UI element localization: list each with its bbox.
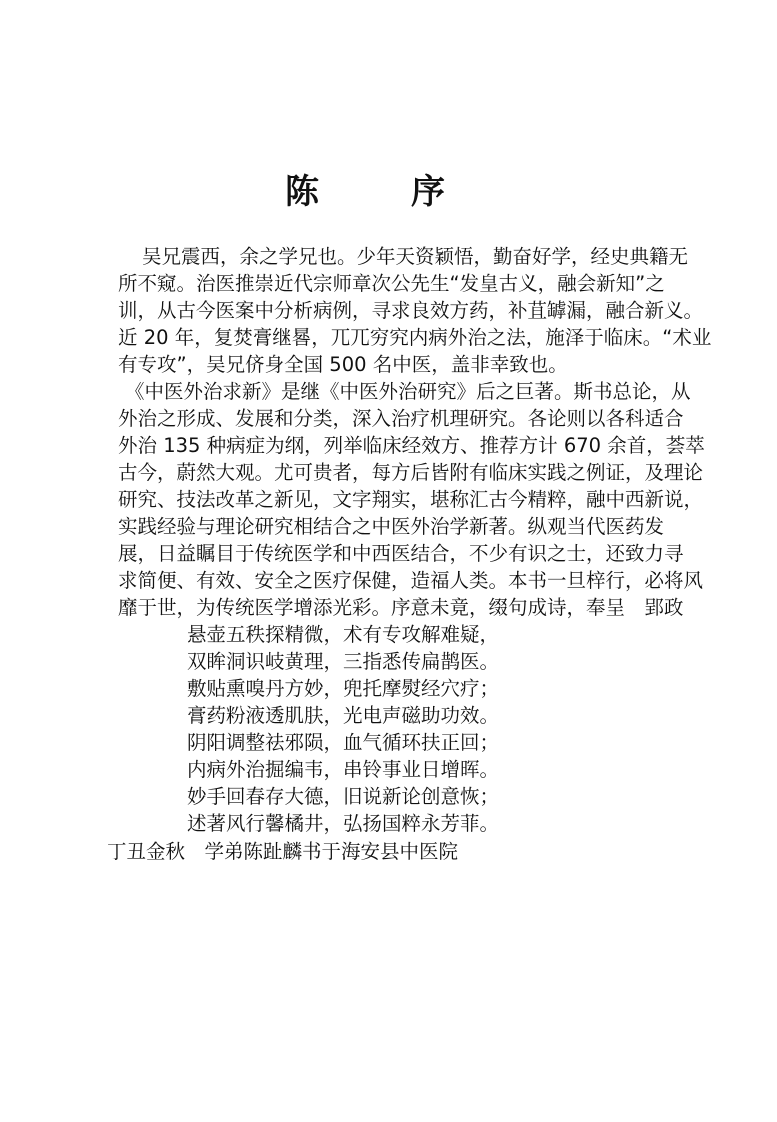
body-line: 外治 135 种病症为纲，列举临床经效方、推荐方计 670 余首，荟萃 — [118, 434, 705, 457]
body-line: 展，日益瞩目于传统医学和中西医结合，不少有识之士，还致力寻 — [118, 542, 684, 565]
body-line: 吴兄震西，余之学兄也。少年天资颖悟，勤奋好学，经史典籍无 — [142, 245, 689, 268]
body-line: 研究、技法改革之新见，文字翔实，堪称汇古今精粹，融中西新说， — [118, 488, 704, 511]
body-line: 古今，蔚然大观。尤可贵者，每方后皆附有临床实践之例证，及理论 — [118, 461, 704, 484]
page-title — [285, 164, 445, 213]
title-char-1: 陈 — [285, 172, 319, 212]
poem-line: 敷贴熏嗅丹方妙，兜托摩熨经穴疗； — [187, 677, 500, 700]
signature: 丁丑金秋 学弟陈趾麟书于海安县中医院 — [107, 840, 459, 863]
poem-line: 膏药粉液透肌肤，光电声磁助功效。 — [187, 704, 500, 727]
body-line: 实践经验与理论研究相结合之中医外治学新著。纵观当代医药发 — [118, 515, 665, 538]
body-line: 近 20 年，复焚膏继晷，兀兀穷究内病外治之法，施泽于临床。“术业 — [118, 326, 712, 349]
body-line: 训，从古今医案中分析病例，寻求良效方药，补苴罅漏，融合新义。 — [118, 299, 704, 322]
poem-line: 双眸洞识岐黄理，三指悉传扁鹊医。 — [187, 650, 500, 673]
body-line: 靡于世，为传统医学增添光彩。序意未竟，缀句成诗，奉呈 郢政 — [118, 596, 684, 619]
body-line: 外治之形成、发展和分类，深入治疗机理研究。各论则以各科适合 — [118, 407, 684, 430]
title-char-2: 序 — [411, 172, 445, 212]
poem-line: 悬壶五秩探精微，术有专攻解难疑， — [187, 623, 500, 646]
poem-line: 阴阳调整祛邪陨，血气循环扶正回； — [187, 731, 500, 754]
body-line: 《中医外治求新》是继《中医外治研究》后之巨著。斯书总论，从 — [125, 380, 691, 403]
poem-line: 内病外治掘编韦，串铃事业日增晖。 — [187, 758, 500, 781]
poem-line: 述著风行馨橘井，弘扬国粹永芳菲。 — [187, 812, 500, 835]
poem-line: 妙手回春存大德，旧说新论创意恢； — [187, 785, 500, 808]
body-line: 有专攻”，吴兄侪身全国 500 名中医，盖非幸致也。 — [118, 353, 568, 376]
body-line: 求简便、有效、安全之医疗保健，造福人类。本书一旦梓行，必将风 — [118, 569, 704, 592]
body-line: 所不窥。治医推崇近代宗师章次公先生“发皇古义，融会新知”之 — [118, 272, 665, 295]
